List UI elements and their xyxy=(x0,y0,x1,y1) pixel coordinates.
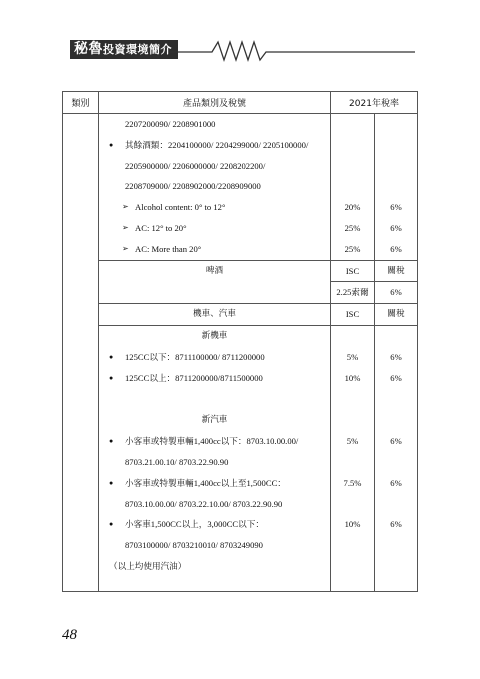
tax-column xyxy=(375,114,418,261)
vehicles-header-row xyxy=(63,304,418,326)
tax-value: 6% xyxy=(390,243,402,254)
vehicles-label: 機車、汽車 xyxy=(193,309,236,320)
car-row-label: ● 小客車1,500CC以上，3,000CC以下： xyxy=(99,514,330,535)
liquor-codes-cell xyxy=(99,114,331,261)
page-number: 48 xyxy=(62,627,77,643)
isc-value: 25% xyxy=(344,222,361,233)
car-row-label: ● 小客車或特製車輛1,400cc以上至1,500CC： xyxy=(99,473,330,494)
beer-tax-head: 關稅 xyxy=(387,265,405,276)
tax-value: 6% xyxy=(390,477,402,488)
isc-value: 10% xyxy=(344,519,361,530)
isc-value: 7.5% xyxy=(343,477,362,488)
isc-value: 5% xyxy=(346,436,359,447)
moto-row-label: ● 125CC以下：8711100000/ 8711200000 xyxy=(99,347,330,368)
car-row-cont: 8703.21.00.10/ 8703.22.90.90 xyxy=(125,456,229,467)
isc-value: 20% xyxy=(344,202,361,213)
tariff-table xyxy=(62,91,418,592)
vehicles-isc-head: ISC xyxy=(345,309,360,320)
brand-label xyxy=(70,40,178,59)
vehicles-body-row xyxy=(63,325,418,591)
beer-tax-value: 6% xyxy=(390,287,402,298)
brand-subtitle: 投資環境簡介 xyxy=(103,43,172,56)
car-row-label: ● 小客車或特製車輛1,400cc以下：8703.10.00.00/ xyxy=(99,431,330,452)
page-header xyxy=(70,36,415,66)
moto-row-label: ● 125CC以上：8711200000/8711500000 xyxy=(99,368,330,389)
other-liquor-cont2: 2208709000/ 2208902000/2208909000 xyxy=(125,181,261,192)
vehicle-isc-column xyxy=(331,325,375,591)
header-category: 類別 xyxy=(63,92,99,114)
table-header-row xyxy=(63,92,418,114)
alcohol-row-label: ➢ Alcohol content: 0° to 12° xyxy=(99,197,330,218)
header-rate-year: 2021年稅率 xyxy=(331,92,418,114)
liquor-codes-cont: 2207200090/ 2208901000 xyxy=(125,119,216,129)
new-car-title: 新汽車 xyxy=(201,415,228,426)
isc-value: 10% xyxy=(344,372,361,383)
tax-value: 6% xyxy=(390,519,402,530)
liquor-block xyxy=(63,114,418,261)
beer-row xyxy=(63,260,418,282)
beer-isc-head: ISC xyxy=(345,265,360,276)
isc-value: 5% xyxy=(346,351,359,362)
vehicle-tax-column xyxy=(375,325,418,591)
car-row-cont: 8703100000/ 8703210010/ 8703249090 xyxy=(125,540,263,551)
alcohol-row-label: ➢ AC: 12° to 20° xyxy=(99,218,330,239)
heartbeat-wave-icon xyxy=(170,36,415,66)
brand-title: 秘魯 xyxy=(74,41,103,57)
vehicles-body-cell xyxy=(99,325,331,591)
tax-value: 6% xyxy=(390,202,402,213)
beer-label-cell xyxy=(99,260,331,304)
car-row-cont: 8703.10.00.00/ 8703.22.10.00/ 8703.22.90.90 xyxy=(125,498,283,509)
tax-value: 6% xyxy=(390,372,402,383)
tax-value: 6% xyxy=(390,436,402,447)
category-cell xyxy=(63,114,99,592)
gasoline-note: （以上均使用汽油） xyxy=(109,560,187,571)
other-liquor-cont1: 2205900000/ 2206000000/ 2208202200/ xyxy=(125,160,266,171)
beer-isc-value: 2.25索爾 xyxy=(336,287,369,298)
beer-label: 啤酒 xyxy=(205,265,224,276)
header-product: 產品類別及稅號 xyxy=(99,92,331,114)
vehicles-tax-head: 關稅 xyxy=(387,309,405,320)
tax-value: 6% xyxy=(390,222,402,233)
other-liquor-label: ● 其餘酒類：2204100000/ 2204299000/ 2205100000/ xyxy=(99,135,330,156)
isc-column xyxy=(331,114,375,261)
new-moto-title: 新機車 xyxy=(201,330,228,341)
tax-value: 6% xyxy=(390,351,402,362)
alcohol-row-label: ➢ AC: More than 20° xyxy=(99,239,330,260)
isc-value: 25% xyxy=(344,243,361,254)
